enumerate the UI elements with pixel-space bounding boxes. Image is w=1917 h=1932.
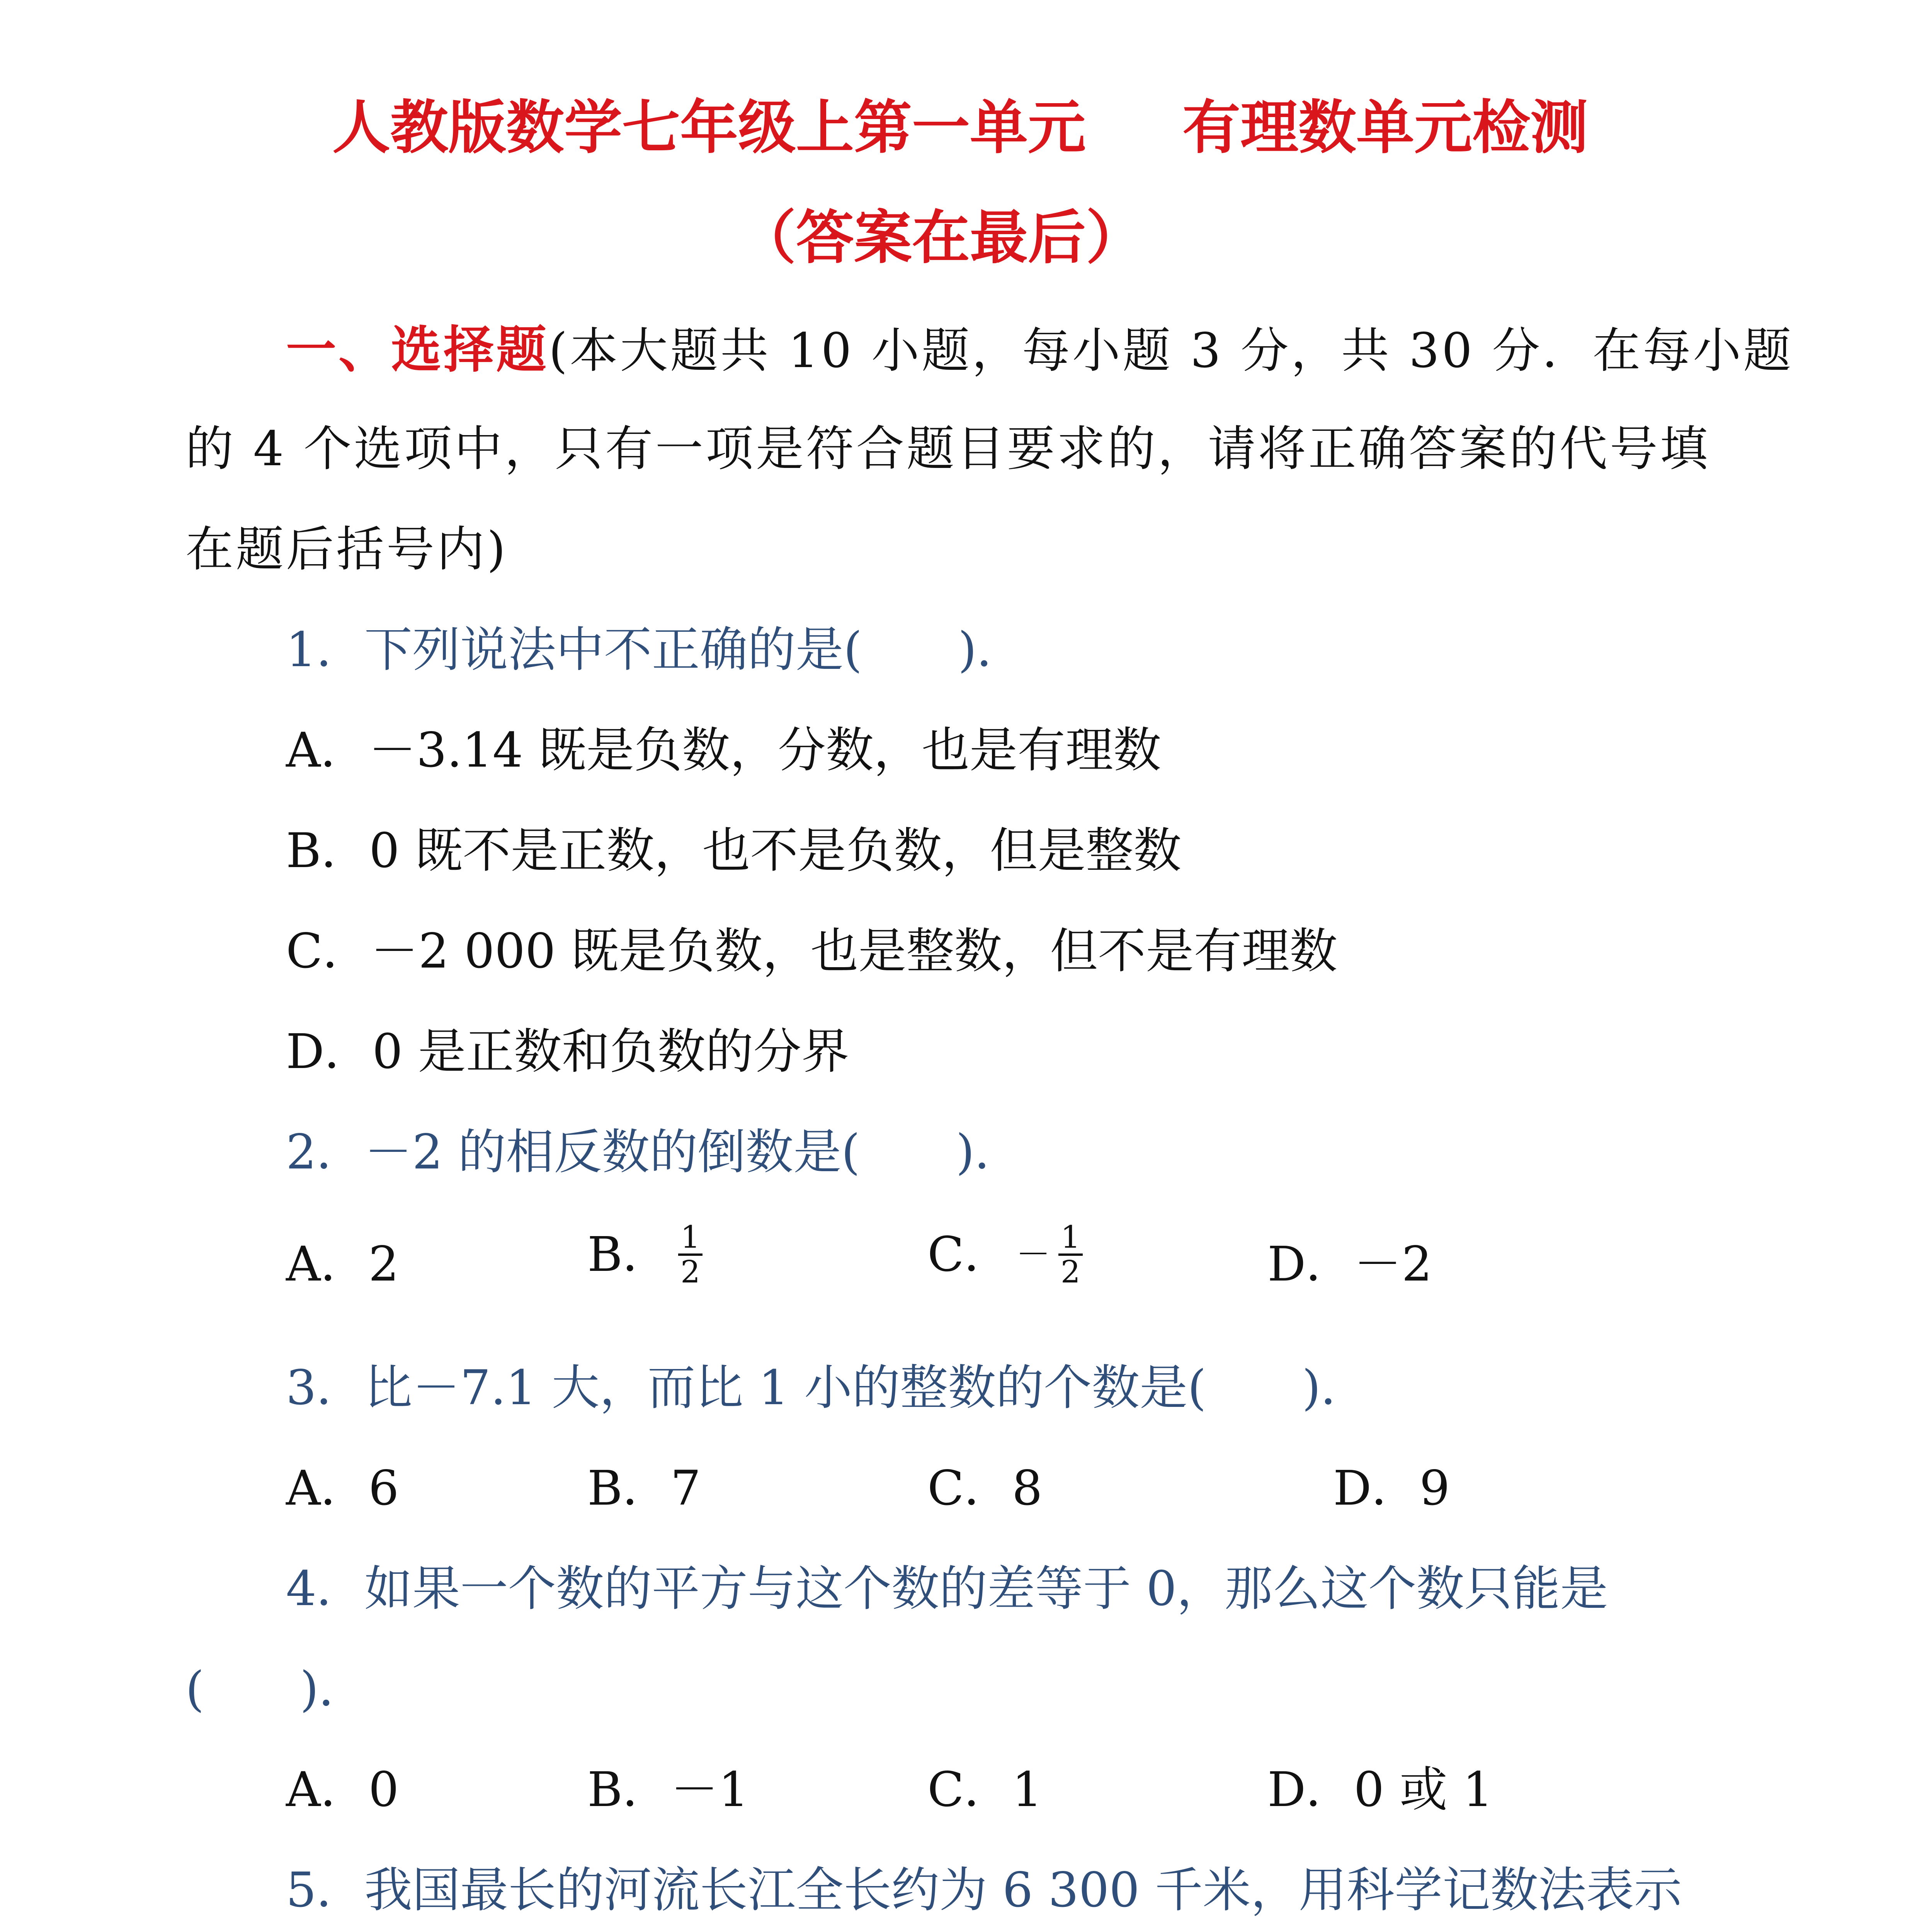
q4-option-d: D．0 或 1 [1267,1762,1493,1818]
section1-heading: 一、选择题 [286,320,549,379]
q4-option-a: A．0 [286,1762,399,1818]
q5-stem-line1: 5．我国最长的河流长江全长约为 6 300 千米，用科学记数法表示 [286,1862,1682,1918]
section1-intro-line2: 的 4 个选项中，只有一项是符合题目要求的，请将正确答案的代号填 [185,421,1710,477]
section1-instruction-1: (本大题共 10 小题，每小题 3 分，共 30 分．在每小题 [549,323,1794,379]
q1-option-d: D．0 是正数和负数的分界 [286,1024,849,1080]
q2-option-b: B． $\frac{1}{2}$ [587,1221,703,1288]
q1-option-a: A．－3.14 既是负数，分数，也是有理数 [286,723,1162,778]
section1-intro-line3: 在题后括号内) [185,522,508,577]
q3-option-a: A．6 [286,1461,399,1516]
q3-option-d: D．9 [1333,1461,1450,1516]
q4-option-c: C．1 [927,1762,1043,1818]
q2-stem: 2．－2 的相反数的倒数是( )． [286,1124,1022,1180]
q2-option-a: A．2 [286,1236,399,1292]
q3-option-b: B．7 [587,1461,701,1516]
q3-stem: 3．比－7.1 大，而比 1 小的整数的个数是( )． [286,1360,1369,1416]
q2-option-b-fraction: $\frac{1}{2}$ [678,1221,703,1288]
q3-option-c: C．8 [927,1461,1043,1516]
q2-option-c-fraction: $\frac{1}{2}$ [1058,1221,1083,1288]
q2-option-d: D．－2 [1267,1236,1432,1292]
q4-option-b: B．－1 [587,1762,749,1818]
q1-option-b: B．0 既不是正数，也不是负数，但是整数 [286,823,1182,879]
title-sub: 有理数单元检测 [1182,94,1589,162]
q4-stem-line2: ( )． [185,1662,367,1717]
q2-option-c: C． － $\frac{1}{2}$ [927,1221,1083,1288]
section1-intro-line1 [286,320,1794,379]
title-main: 人教版数学七年级上第一单元 [332,94,1086,162]
q4-stem-line1: 4．如果一个数的平方与这个数的差等于 0，那么这个数只能是 [286,1561,1608,1617]
q1-option-c: C．－2 000 既是负数，也是整数，但不是有理数 [286,923,1338,979]
q1-stem: 1．下列说法中不正确的是( )． [286,622,1025,678]
title-answer-note: （答案在最后） [738,204,1144,272]
